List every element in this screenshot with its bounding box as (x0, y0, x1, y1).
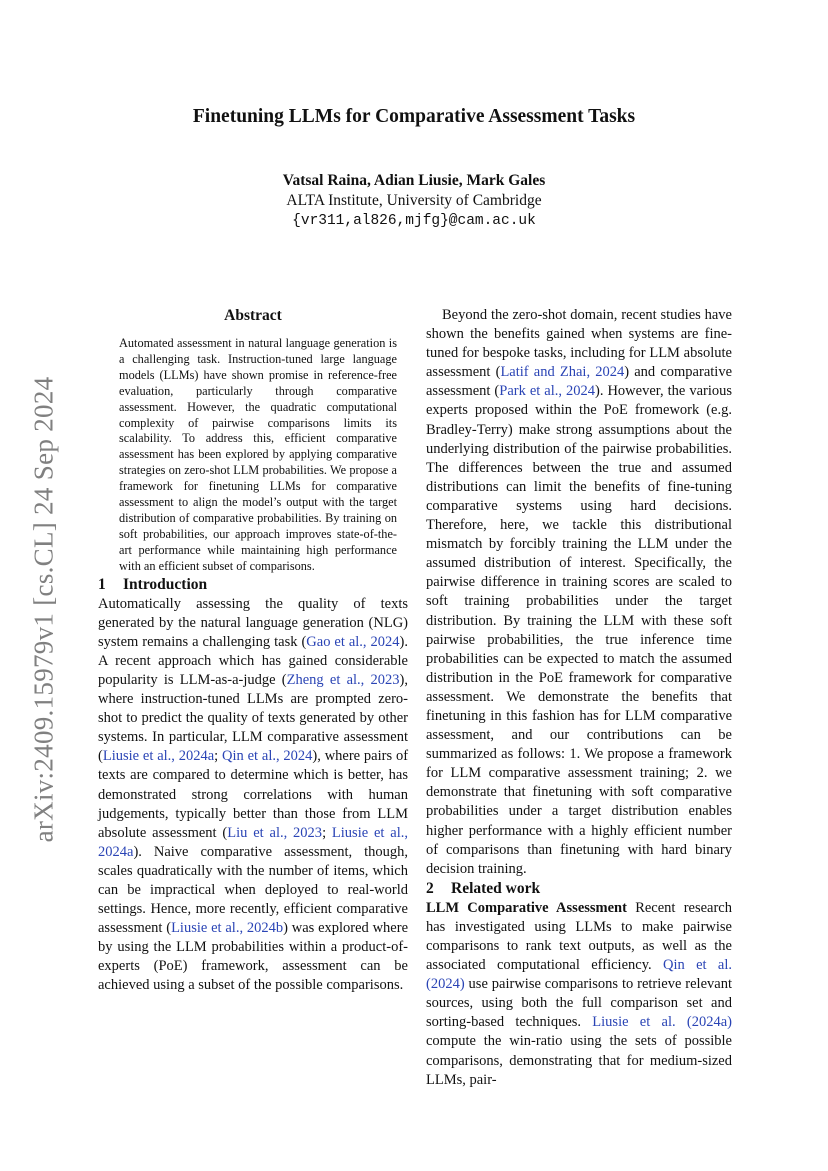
citation-link[interactable]: Liusie et al., 2024a (98, 824, 408, 860)
text-run: Automatically assessing the quality of texts generated by the natural language generation (NLG) system remains a challenging task ( (98, 595, 408, 650)
citation-link[interactable]: Zheng et al., 2023 (286, 671, 400, 688)
citation-link[interactable]: Liu et al., 2023 (227, 824, 323, 841)
text-run: Recent research has investigated using LLMs to make pairwise comparisons to rank text outputs, as well as the associated computational efficiency. (426, 899, 732, 974)
arxiv-identifier-text: arXiv:2409.15979v1 [cs.CL] 24 Sep 2024 (28, 376, 59, 842)
citation-link[interactable]: Liusie et al., 2024b (171, 920, 284, 937)
author-affiliation: ALTA Institute, University of Cambridge (286, 192, 542, 209)
arxiv-identifier (22, 366, 66, 852)
text-run: ). However, the various experts proposed within the PoE fromework (e.g. Bradley-Terry) make strong assumptions about the underlying distribution of the pairwise probabilities. The differences between the true and assumed distributions can limit the benefits of fine-tuning comparative systems using hard decisions. Therefore, here, we tackle this distributional mismatch by forcibly training the LLM under the assumed distribution of interest. Specifically, the pairwise difference in training scores are scaled to soft training probabilities under the target distribution. By training the LLM with these soft pairwise probabilities, the true inference time probabilities can be expected to match the assumed distribution in the PoE framework for comparative assessment. We demonstrate the benefits that finetuning in this fashion has for LLM comparative assessment, and our contributions can be summarized as follows: 1. We propose a framework for LLM comparative assessment training; 2. we demonstrate that finetuning with soft comparative probabilities under a target distribution enables higher performance with a highly efficient number of comparisons than finetuning with hard binary decision training. (426, 383, 733, 877)
section-title: Introduction (123, 575, 208, 593)
introduction-heading (98, 575, 408, 595)
paragraph-title: LLM Comparative Assessment (426, 899, 627, 916)
abstract-heading: Abstract (224, 307, 282, 324)
abstract-text: Automated assessment in natural language generation is a challenging task. Instruction-tuned large language models (LLMs) have shown promise in reference-free evaluation, particularly through comparative assessment. However, the quadratic computational complexity of pairwise comparisons limits its scalability. To address this, efficient comparative assessment has been explored by applying comparative strategies on zero-shot LLM probabilities. We propose a framework for finetuning LLMs for comparative assessment to align the model’s output with the target distribution of comparative probabilities. By training on soft probabilities, our approach improves state-of-the-art performance while maintaining high performance with an efficient subset of comparisons. (119, 336, 397, 573)
text-run: ) was explored where by using the LLM probabilities within a product-of-experts (PoE) framework, assessment can be achieved using a subset of the possible comparisons. (98, 920, 409, 994)
text-run: ). A recent approach which has gained considerable popularity is LLM-as-a-judge ( (98, 633, 408, 688)
citation-link[interactable]: Gao et al., 2024 (306, 633, 400, 650)
section-title: Related work (451, 879, 541, 897)
citation-link[interactable]: Liusie et al., 2024a (102, 748, 215, 765)
citation-link[interactable]: Qin et al., 2024 (222, 748, 313, 765)
author-block (0, 171, 828, 231)
text-run: ; (214, 748, 223, 765)
citation-link[interactable]: Latif and Zhai, 2024 (500, 364, 625, 381)
section-number: 1 (98, 575, 106, 593)
text-run: ), where pairs of texts are compared to determine which is better, has demonstrated strong correlations with human judgements, typically better than those from LLM absolute assessment ( (98, 748, 409, 841)
text-run: compute the win-ratio using the sets of possible comparisons, demonstrating that for medium-sized LLMs, pair- (426, 1033, 732, 1088)
related-work-paragraph (426, 899, 732, 1090)
author-email: {vr311,al826,mjfg}@cam.ac.uk (292, 213, 536, 229)
text-run: use pairwise comparisons to retrieve relevant sources, using both the full comparison set and sorting-based techniques. (426, 976, 732, 1031)
introduction-paragraph-continued (426, 306, 732, 879)
right-column (426, 306, 732, 1090)
author-names: Vatsal Raina, Adian Liusie, Mark Gales (282, 172, 546, 189)
section-number: 2 (426, 879, 434, 897)
paper-title: Finetuning LLMs for Comparative Assessment Tasks (192, 106, 636, 127)
related-work-heading (426, 879, 732, 899)
text-run: ; (322, 824, 332, 841)
citation-link[interactable]: Park et al., 2024 (499, 383, 595, 400)
text-run: ). Naive comparative assessment, though, scales quadratically with the number of items, which can be impractical when deployed to real-world settings. Hence, more recently, efficient comparative assessment ( (98, 843, 408, 937)
introduction-paragraph (98, 595, 408, 996)
citation-link[interactable]: Qin et al. (2024) (426, 957, 732, 993)
text-run: ) and comparative assessment ( (426, 364, 733, 400)
citation-link[interactable]: Liusie et al. (2024a) (592, 1014, 732, 1031)
text-run: ), where instruction-tuned LLMs are prompted zero-shot to predict the quality of texts generated by other systems. In particular, LLM comparative assessment ( (98, 671, 408, 765)
text-run: Beyond the zero-shot domain, recent studies have shown the benefits gained when systems are fine-tuned for bespoke tasks, including for LLM absolute assessment ( (426, 307, 732, 381)
left-column (98, 306, 408, 996)
